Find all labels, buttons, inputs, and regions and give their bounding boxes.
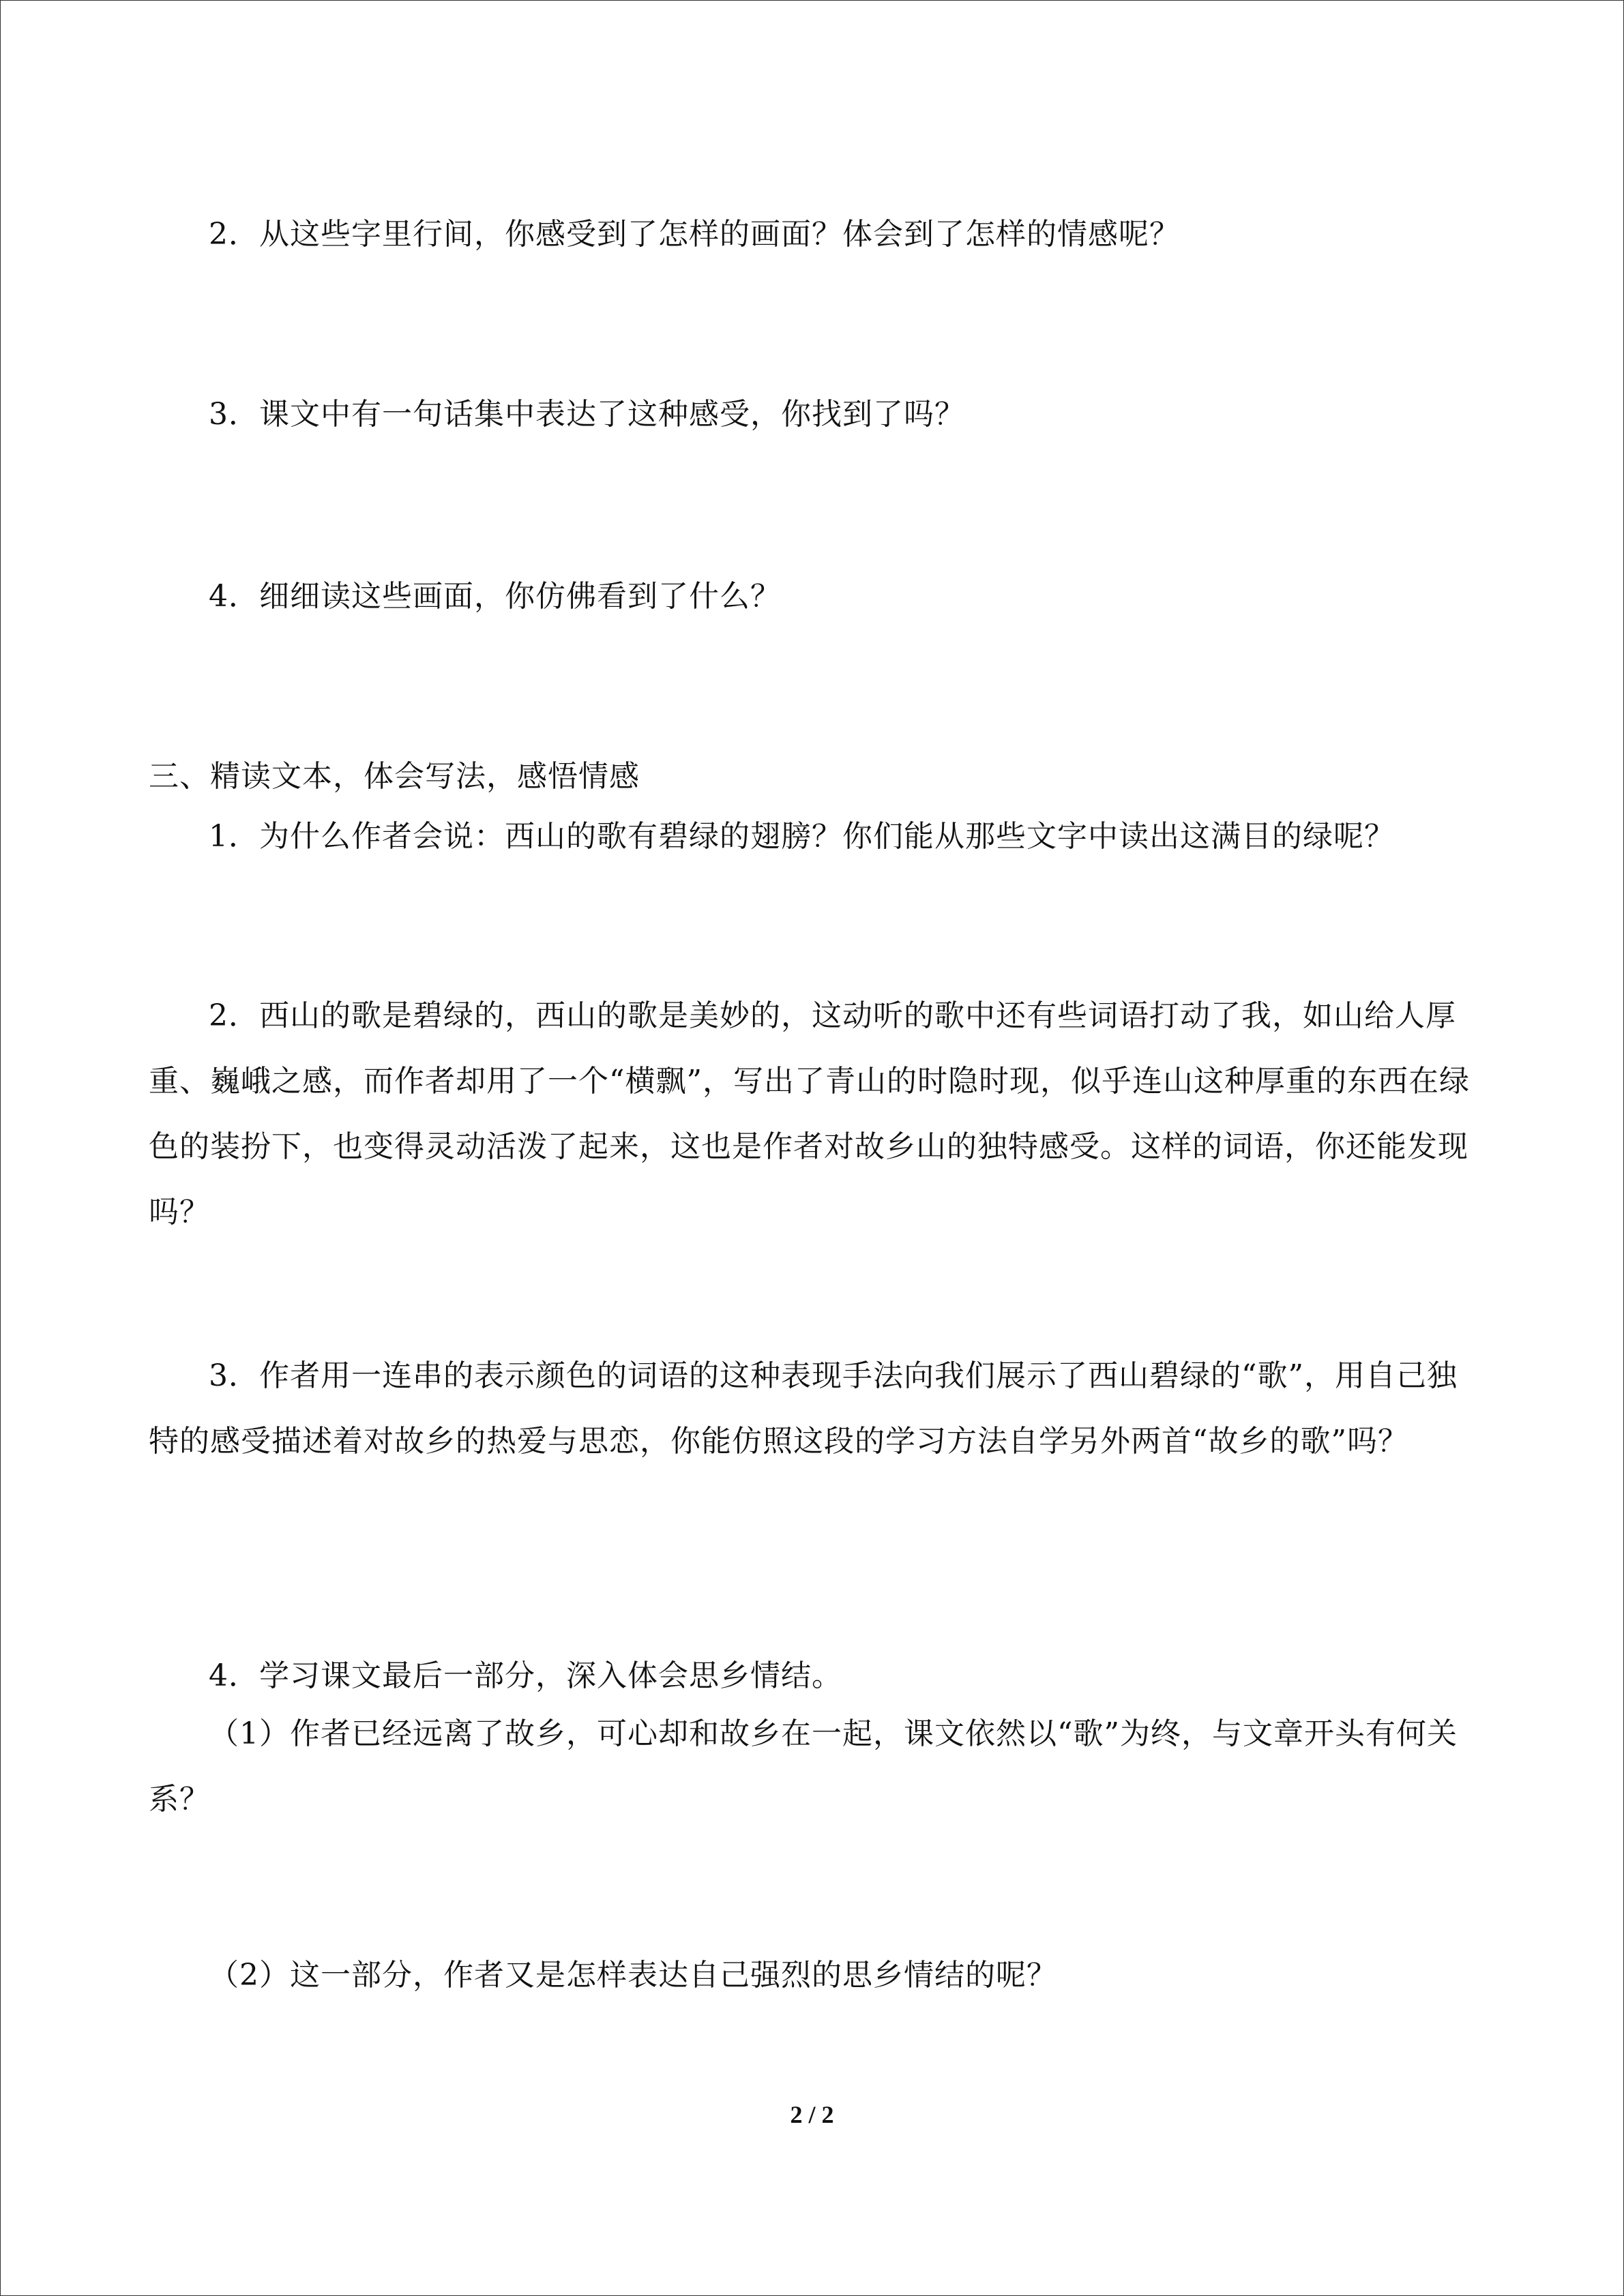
page-number: 2 / 2 <box>790 2101 834 2128</box>
question-3-4-1: （1）作者已经远离了故乡，可心却和故乡在一起，课文依然以“歌”为终，与文章开头有何关系？ <box>149 1716 1458 1817</box>
question-3-3: 3．作者用一连串的表示颜色的词语的这种表现手法向我们展示了西山碧绿的“歌”，用自己独特的感受描述着对故乡的热爱与思恋，你能仿照这段的学习方法自学另外两首“故乡的歌”吗？ <box>149 1358 1458 1459</box>
question-3-2: 2．西山的歌是碧绿的，西山的歌是美妙的，这动听的歌中还有些词语打动了我，如山给人厚重、巍峨之感，而作者却用了一个“横飘”，写出了青山的时隐时现，似乎连山这种厚重的东西在绿色的装扮下，也变得灵动活泼了起来，这也是作者对故乡山的独特感受。这样的词语，你还能发现吗？ <box>149 998 1470 1229</box>
question-3-1: 1．为什么作者会说：西山的歌有碧绿的翅膀？你们能从那些文字中读出这满目的绿呢？ <box>209 819 1395 854</box>
question-3-4-2: （2）这一部分，作者又是怎样表达自己强烈的思乡情结的呢？ <box>209 1958 1057 1993</box>
question-2-4: 4．细细读这些画面，你仿佛看到了什么？ <box>209 579 781 614</box>
section-3-heading: 三、精读文本，体会写法，感悟情感 <box>149 759 640 794</box>
question-2-3: 3．课文中有一句话集中表达了这种感受，你找到了吗？ <box>209 397 965 432</box>
question-3-4: 4．学习课文最后一部分，深入体会思乡情结。 <box>209 1658 842 1693</box>
question-2-2: 2．从这些字里行间，你感受到了怎样的画面？体会到了怎样的情感呢？ <box>209 217 1180 252</box>
